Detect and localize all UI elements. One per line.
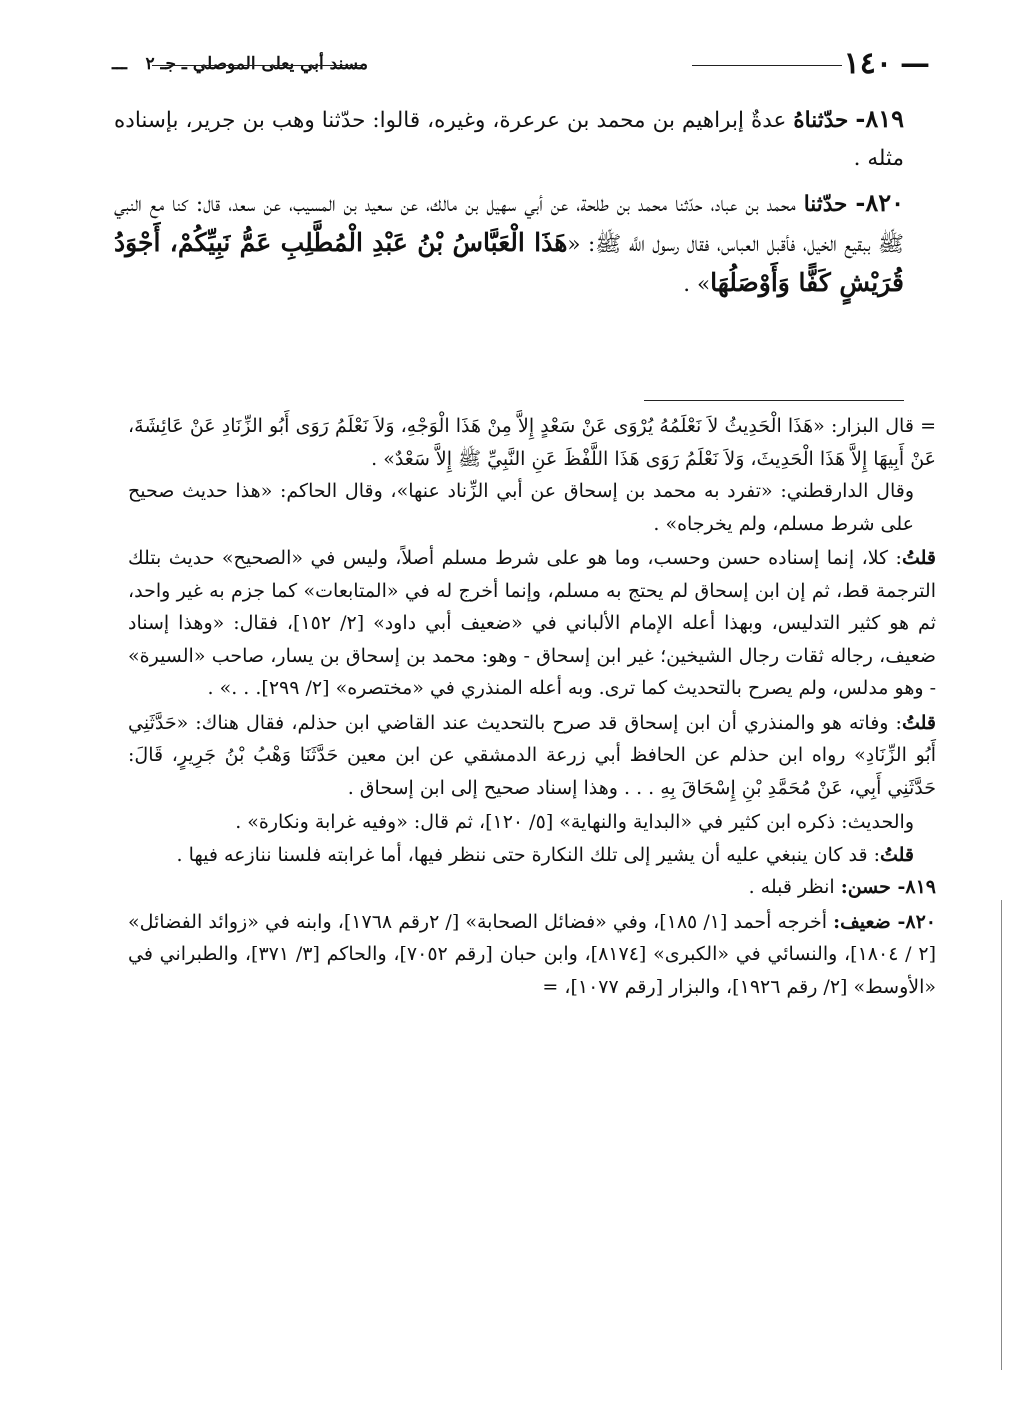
page-number-text: ١٤٠ [843,46,892,81]
running-title: مسند أبي يعلى الموصلي ـ جـ ٢ [145,54,368,74]
hadith-text: عدةٌ إبراهيم بن محمد بن عرعرة، وغيره، قالوا: حدّثنا وهب بن جرير، بإسناده مثله . [114,108,904,171]
note-qultu-1 [128,542,936,705]
note-lead: قلتُ [901,711,936,734]
hadith-quote: هَذَا الْعَبَّاسُ بْنُ عَبْدِ الْمُطَّلِبِ عَمُّ نَبِيِّكُمْ، أَجْوَدُ قُرَيْشٍ كَفًّا وَأَوْصَلُهَا [114,228,904,297]
note-text: : قد كان ينبغي عليه أن يشير إلى تلك النكارة حتى ننظر فيها، أما غرابته فلسنا ننازعه فيها . [176,843,880,866]
hadith-lead: حدّثنا [803,192,848,217]
scan-margin-line [1001,900,1002,1370]
hadith-number: ٨١٩- [855,104,904,133]
takhrij-lead: ٨٢٠- ضعيف: [833,910,936,933]
page-header [112,44,938,84]
takhrij-text: انظر قبله . [748,876,841,898]
footnotes [128,410,936,1003]
note-qultu-3 [128,839,936,872]
hadith-lead: حدّثناهُ [793,108,849,133]
hadith-number: ٨٢٠- [855,188,904,217]
takhrij-lead: ٨١٩- حسن: [840,876,936,898]
hadith-820 [114,184,904,304]
header-tail-dash: ـــ [112,54,127,74]
hadith-end: » . [683,272,711,297]
note-lead: قلتُ [901,547,936,569]
footnote-separator [644,400,904,401]
hadith-819 [114,100,904,178]
takhrij-820 [128,906,936,1004]
main-text [114,100,904,304]
note-qultu-2 [128,707,936,805]
note-ibn-kathir: والحديث: ذكره ابن كثير في «البداية والنهاية» [٥/ ١٢٠]، ثم قال: «وفيه غرابة ونكارة» . [235,811,914,833]
header-rule-left [152,65,364,66]
header-rule-right [692,65,842,66]
note-text: : كلا، إنما إسناده حسن وحسب، وما هو على شرط مسلم أصلاً، وليس في «الصحيح» حديث بتلك الترجمة قط، ثم إن ابن إسحاق لم يحتج به مسلم، وإنما أخرج له في «المتابعات» كما جزم به غير واحد، ثم هو كثير التدليس، وبهذا أعله الإمام الألباني في «ضعيف أبي داود» [٢/ ١٥٢]، فقال: «وهذا إسناد ضعيف، رجاله ثقات رجال الشيخين؛ غير ابن إسحاق - وهو: محمد بن إسحاق بن يسار، صاحب «السيرة» - وهو مدلس، ولم يصرح بالتحديث كما ترى. وبه أعله المنذري في «مختصره» [٢/ ٢٩٩]. . .» . [128,547,936,699]
note-lead: قلتُ [879,843,914,866]
takhrij-819 [128,871,936,904]
page-number [844,44,930,84]
hadith-text: محمد بن عباد، حدّثنا محمد بن طلحة، عن أبي سهيل بن مالك، عن سعيد بن المسيب، عن سعد، قال: كنا مع النبي ﷺ ببقيع الخيل، فأقبل العباس، فقال رسول اللَّه ﷺ: « [114,192,904,257]
header-dash: — [900,46,930,81]
note-text: : وفاته هو والمنذري أن ابن إسحاق قد صرح بالتحديث عند القاضي ابن حذلم، فقال هناك: «حَدَّثَنِي أَبُو الزِّنَادِ» رواه ابن حذلم عن الحافظ أبي زرعة الدمشقي عن ابن معين حَدَّثَنَا وَهْبُ بْنُ جَرِيرٍ، قَالَ: حَدَّثَنِي أَبِي، عَنْ مُحَمَّدِ بْنِ إِسْحَاقَ بِهِ . . . وهذا إسناد صحيح إلى ابن إسحاق . [128,711,936,799]
takhrij-text: أخرجه أحمد [١/ ١٨٥]، وفي «فضائل الصحابة» [/ ٢رقم ١٧٦٨]، وابنه في «زوائد الفضائل» [٢ / ١٨٠٤]، والنسائي في «الكبرى» [٨١٧٤]، وابن حبان [رقم ٧٠٥٢]، والحاكم [٣/ ٣٧١]، والطبراني في «الأوسط» [٢/ رقم ١٩٢٦]، والبزار [رقم ١٠٧٧]، = [128,910,936,998]
note-daraqutni: وقال الدارقطني: «تفرد به محمد بن إسحاق عن أبي الزِّناد عنها»، وقال الحاكم: «هذا حديث صحيح على شرط مسلم، ولم يخرجاه» . [128,480,914,535]
note-bazzar: = قال البزار: «هَذَا الْحَدِيثُ لاَ نَعْلَمُهُ يُرْوَى عَنْ سَعْدٍ إِلاَّ مِنْ هَذَا الْوَجْهِ، وَلاَ نَعْلَمُ رَوَى أَبُو الزِّنَادِ عَنْ عَائِشَةَ، عَنْ أَبِيهَا إِلاَّ هَذَا الْحَدِيثَ، وَلاَ نَعْلَمُ رَوَى هَذَا اللَّفْظَ عَنِ النَّبِيِّ ﷺ إِلاَّ سَعْدٌ» . [128,415,936,470]
